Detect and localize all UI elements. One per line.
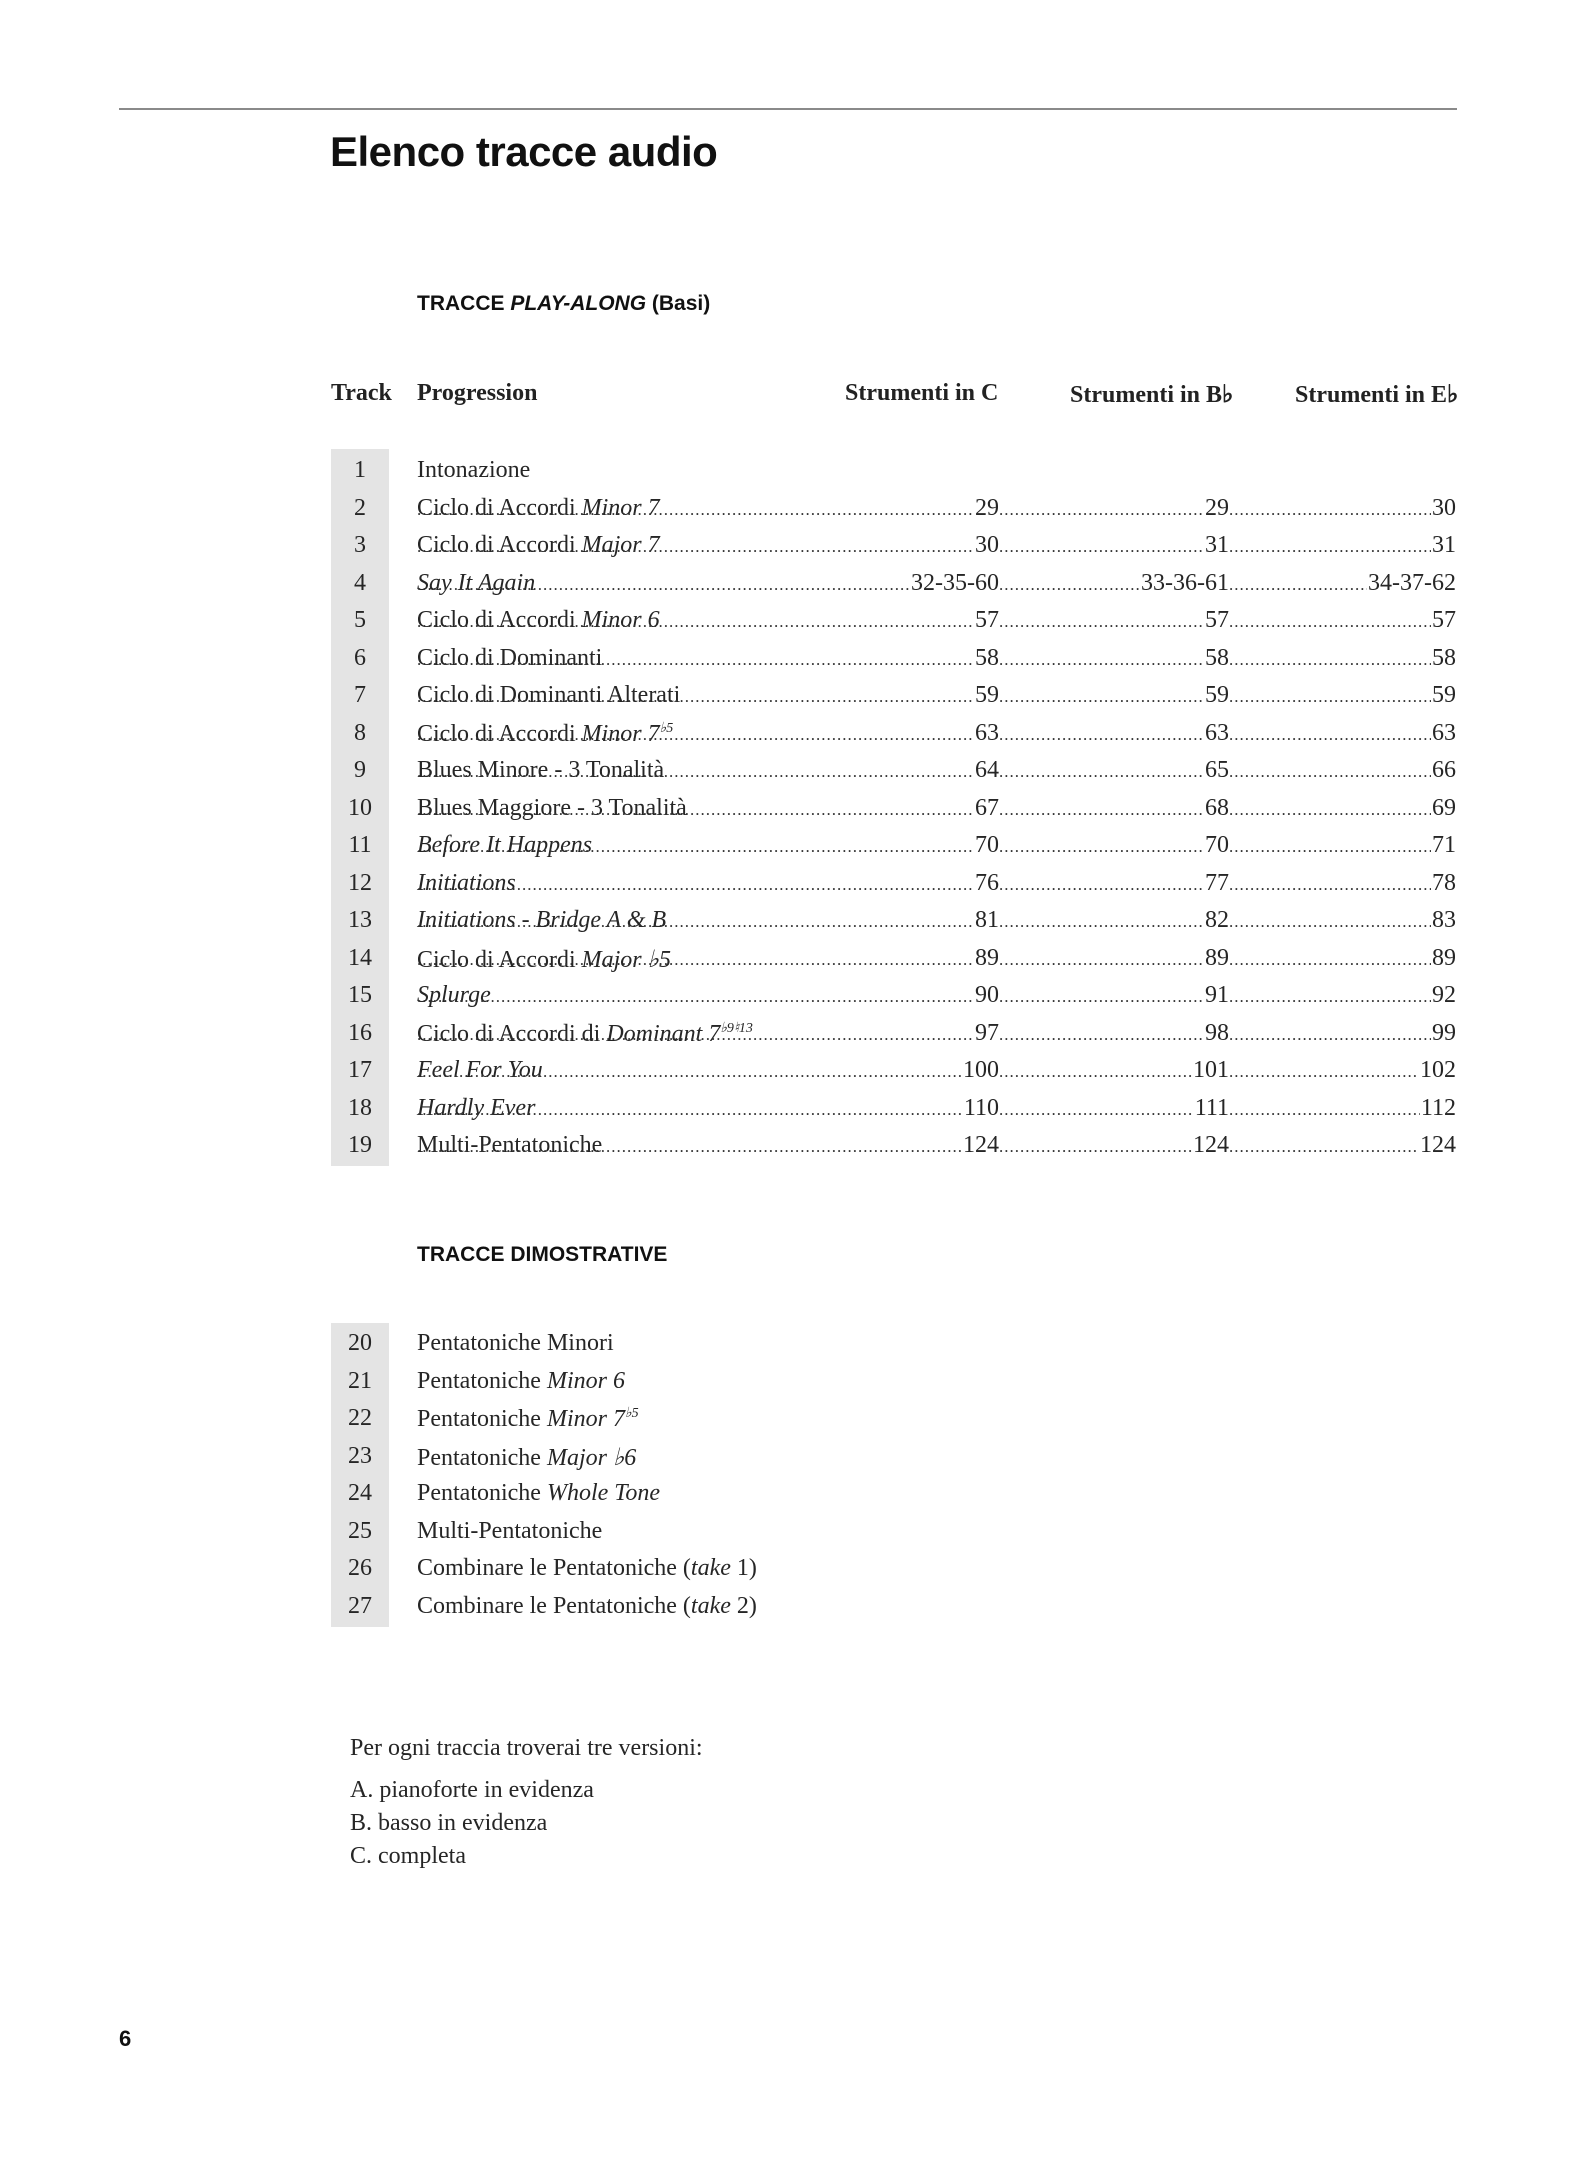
dot-leader <box>999 575 1140 595</box>
page-value: 58 <box>975 644 999 671</box>
playalong-heading-post: (Basi) <box>646 292 711 315</box>
track-title <box>417 1405 639 1433</box>
page-value: 69 <box>1432 794 1456 821</box>
column-header-track: Track <box>331 380 392 406</box>
page-ref-eb <box>1229 870 1456 900</box>
track-title-text: Ciclo di Accordi di <box>417 1020 607 1047</box>
track-title-superscript: ♭5 <box>624 1406 639 1421</box>
dot-leader <box>1229 687 1431 707</box>
dot-leader <box>999 500 1204 520</box>
track-row <box>0 978 1593 1015</box>
track-title <box>417 1480 660 1507</box>
page-ref-eb <box>1229 1132 1456 1162</box>
page-value: 124 <box>1193 1132 1229 1158</box>
dot-leader <box>999 987 1204 1007</box>
page-value: 81 <box>975 907 999 933</box>
page-ref-c <box>417 495 999 525</box>
page-ref-eb <box>1229 682 1456 712</box>
page-ref-eb <box>1229 645 1456 675</box>
page-ref-bb <box>999 570 1229 600</box>
page-value: 76 <box>975 869 999 896</box>
page-ref-bb <box>999 907 1229 937</box>
track-row <box>0 828 1593 865</box>
page-value: 34-37-62 <box>1368 569 1456 596</box>
dot-leader <box>1229 537 1431 557</box>
demo-heading: TRACCE DIMOSTRATIVE <box>417 1243 668 1266</box>
demo-track-row <box>0 1326 1593 1363</box>
track-row <box>0 641 1593 678</box>
page-ref-c <box>417 870 999 900</box>
page-value: 82 <box>1205 907 1229 933</box>
demo-track-row <box>0 1476 1593 1513</box>
page-ref-eb <box>1229 907 1456 937</box>
track-title-text: Pentatoniche <box>417 1480 547 1506</box>
track-row <box>0 1016 1593 1053</box>
track-title <box>417 1518 602 1545</box>
dot-leader <box>1229 912 1431 932</box>
page-value: 83 <box>1432 907 1456 933</box>
track-number: 25 <box>348 1517 372 1544</box>
track-title-text: Ciclo di Accordi <box>417 532 582 558</box>
page-ref-c <box>417 982 999 1012</box>
track-title-superscript: ♭9♮13 <box>720 1020 753 1036</box>
demo-track-row <box>0 1589 1593 1626</box>
page-ref-c <box>417 645 999 675</box>
page-ref-eb <box>1229 1095 1456 1125</box>
page-value: 58 <box>1432 644 1456 671</box>
track-number: 20 <box>348 1330 372 1356</box>
dot-leader <box>417 1100 963 1120</box>
page-ref-bb <box>999 645 1229 675</box>
dot-leader <box>999 1100 1194 1120</box>
page-number: 6 <box>119 2026 132 2051</box>
page-value: 77 <box>1205 869 1229 896</box>
dot-leader <box>417 687 974 707</box>
track-row <box>0 903 1593 940</box>
track-title <box>417 457 530 484</box>
track-title-superscript: ♭5 <box>659 720 674 736</box>
track-title-text: Multi-Pentatoniche <box>417 1517 603 1544</box>
page-ref-c <box>417 1095 999 1125</box>
page-ref-eb <box>1229 945 1456 975</box>
column-header-bb: Strumenti in B♭ <box>1070 382 1234 408</box>
track-title-text: Intonazione <box>417 457 531 483</box>
track-row <box>0 753 1593 790</box>
track-title-text: Ciclo di Accordi <box>417 494 582 521</box>
page-value: 90 <box>975 982 999 1008</box>
page-value: 91 <box>1205 982 1229 1008</box>
dot-leader <box>417 1062 962 1082</box>
track-number: 2 <box>354 494 366 521</box>
dot-leader <box>417 1137 962 1157</box>
track-number: 1 <box>354 457 366 483</box>
page-value: 30 <box>975 532 999 558</box>
page-ref-bb <box>999 1095 1229 1125</box>
page-value: 92 <box>1432 982 1456 1008</box>
track-row <box>0 1053 1593 1090</box>
dot-leader <box>999 725 1204 745</box>
track-title-italic: Major 7 <box>581 532 660 558</box>
track-title-text: Ciclo di Dominanti Alterati <box>417 682 681 708</box>
playalong-heading-em: PLAY-ALONG <box>510 292 647 315</box>
page-ref-bb <box>999 870 1229 900</box>
page-value: 71 <box>1432 832 1456 858</box>
page-value: 58 <box>1205 644 1229 671</box>
track-number: 21 <box>348 1367 372 1394</box>
versions-intro: Per ogni traccia troverai tre versioni: <box>350 1735 703 1761</box>
version-item: C. completa <box>350 1843 466 1869</box>
page-value: 124 <box>963 1132 999 1158</box>
dot-leader <box>417 987 974 1007</box>
track-row <box>0 528 1593 565</box>
track-number: 4 <box>354 569 366 596</box>
track-title-text: Combinare le Pentatoniche ( <box>417 1555 691 1581</box>
page-ref-c <box>417 945 999 975</box>
page-ref-bb <box>999 532 1229 562</box>
page-value: 78 <box>1432 869 1456 896</box>
version-item: A. pianoforte in evidenza <box>350 1777 594 1803</box>
track-row <box>0 1128 1593 1165</box>
dot-leader <box>999 612 1204 632</box>
track-title-text: Ciclo di Dominanti <box>417 644 603 671</box>
track-number: 24 <box>348 1480 372 1506</box>
page-value: 110 <box>963 1094 999 1121</box>
dot-leader <box>1229 875 1431 895</box>
page-value: 33-36-61 <box>1141 569 1229 596</box>
track-title <box>417 1330 614 1357</box>
page-value: 111 <box>1194 1094 1229 1121</box>
page-ref-bb <box>999 795 1229 825</box>
track-row <box>0 1091 1593 1128</box>
track-row <box>0 716 1593 753</box>
page-ref-c <box>417 757 999 787</box>
dot-leader <box>417 950 974 970</box>
page-value: 63 <box>1205 719 1229 746</box>
track-number: 23 <box>348 1442 372 1469</box>
track-title-text: Pentatoniche Minori <box>417 1330 614 1356</box>
playalong-heading-pre: TRACCE <box>417 292 511 315</box>
dot-leader <box>1229 500 1431 520</box>
track-number: 22 <box>348 1405 372 1431</box>
track-number: 8 <box>354 719 366 746</box>
track-title-italic: Feel For You <box>417 1057 543 1083</box>
header-rule <box>119 108 1457 110</box>
track-title-italic: Say It Again <box>417 569 536 596</box>
track-title-italic: Initiations <box>417 869 516 896</box>
track-title-italic: take <box>690 1592 731 1619</box>
page-ref-c <box>417 570 999 600</box>
track-title-italic: Minor 6 <box>546 1367 625 1394</box>
track-number: 17 <box>348 1057 372 1083</box>
page-value: 29 <box>1205 494 1229 521</box>
dot-leader <box>1229 575 1367 595</box>
dot-leader <box>417 575 910 595</box>
dot-leader <box>417 1025 974 1045</box>
page-value: 31 <box>1432 532 1456 558</box>
page-ref-bb <box>999 1132 1229 1162</box>
dot-leader <box>1229 950 1431 970</box>
track-title-italic: Minor 6 <box>581 607 660 633</box>
track-title-italic: Before It Happens <box>417 832 593 858</box>
dot-leader <box>1229 725 1431 745</box>
page-ref-eb <box>1229 832 1456 862</box>
page-value: 65 <box>1205 757 1229 783</box>
page-ref-eb <box>1229 795 1456 825</box>
dot-leader <box>1229 1137 1419 1157</box>
demo-track-row <box>0 1364 1593 1401</box>
page-ref-c <box>417 907 999 937</box>
page-value: 124 <box>1420 1132 1456 1158</box>
track-title-italic: Hardly Ever <box>417 1094 536 1121</box>
track-number: 6 <box>354 644 366 671</box>
page-value: 59 <box>1432 682 1456 708</box>
dot-leader <box>1229 1100 1420 1120</box>
page-value: 97 <box>975 1019 999 1046</box>
track-title-text: 2) <box>730 1592 757 1619</box>
page-value: 57 <box>1205 607 1229 633</box>
page-value: 59 <box>975 682 999 708</box>
versions-note <box>350 1735 703 1876</box>
page-ref-c <box>417 832 999 862</box>
dot-leader <box>999 537 1204 557</box>
page-ref-bb <box>999 682 1229 712</box>
page-ref-bb <box>999 1020 1229 1050</box>
track-title-text: Combinare le Pentatoniche ( <box>417 1592 691 1619</box>
track-title <box>417 1593 757 1620</box>
page-title: Elenco tracce audio <box>330 128 718 175</box>
track-number: 16 <box>348 1019 372 1046</box>
page-value: 64 <box>975 757 999 783</box>
page-ref-c <box>417 795 999 825</box>
dot-leader <box>417 875 974 895</box>
page-ref-bb <box>999 720 1229 750</box>
track-title-text: Pentatoniche <box>417 1406 547 1432</box>
track-number: 27 <box>348 1592 372 1619</box>
track-title <box>417 1555 757 1582</box>
track-title-text: Blues Minore - 3 Tonalità <box>417 757 665 783</box>
page-ref-eb <box>1229 607 1456 637</box>
dot-leader <box>999 837 1204 857</box>
track-title-text: Pentatoniche <box>417 1367 547 1394</box>
track-number: 26 <box>348 1555 372 1581</box>
page-ref-bb <box>999 945 1229 975</box>
page-value: 99 <box>1432 1019 1456 1046</box>
track-number: 5 <box>354 607 366 633</box>
dot-leader <box>999 1025 1204 1045</box>
page-value: 57 <box>1432 607 1456 633</box>
dot-leader <box>1229 1062 1419 1082</box>
track-title-text: Ciclo di Accordi <box>417 720 582 747</box>
page-ref-eb <box>1229 1020 1456 1050</box>
dot-leader <box>417 650 974 670</box>
demo-track-row <box>0 1439 1593 1476</box>
track-row <box>0 941 1593 978</box>
dot-leader <box>417 537 974 557</box>
track-title-italic: Minor 7 <box>581 720 660 747</box>
dot-leader <box>1229 650 1431 670</box>
page-ref-c <box>417 532 999 562</box>
page-value: 67 <box>975 794 999 821</box>
page-ref-eb <box>1229 570 1456 600</box>
track-row <box>0 791 1593 828</box>
track-number: 9 <box>354 757 366 783</box>
dot-leader <box>999 687 1204 707</box>
demo-track-row <box>0 1514 1593 1551</box>
dot-leader <box>999 912 1204 932</box>
track-number: 18 <box>348 1094 372 1121</box>
dot-leader <box>417 912 974 932</box>
page-value: 30 <box>1432 494 1456 521</box>
page-value: 112 <box>1420 1094 1456 1121</box>
track-number: 19 <box>348 1132 372 1158</box>
track-number: 11 <box>348 832 372 858</box>
page-value: 32-35-60 <box>911 569 999 596</box>
track-title-italic: Splurge <box>417 982 491 1008</box>
track-title-italic: Minor 7 <box>581 494 660 521</box>
page-value: 89 <box>1432 944 1456 971</box>
track-number: 10 <box>348 794 372 821</box>
track-title-text: 1) <box>730 1555 757 1581</box>
track-title <box>417 1368 625 1395</box>
page-value: 100 <box>963 1057 999 1083</box>
track-number: 7 <box>354 682 366 708</box>
track-title-italic: take <box>690 1555 731 1581</box>
playalong-heading <box>417 292 710 316</box>
dot-leader <box>417 725 974 745</box>
dot-leader <box>999 950 1204 970</box>
page-ref-eb <box>1229 532 1456 562</box>
page-ref-bb <box>999 832 1229 862</box>
track-title-italic: Whole Tone <box>546 1480 661 1506</box>
version-item: B. basso in evidenza <box>350 1810 548 1836</box>
demo-track-row <box>0 1551 1593 1588</box>
page-ref-eb <box>1229 1057 1456 1087</box>
page-value: 70 <box>1205 832 1229 858</box>
track-number: 15 <box>348 982 372 1008</box>
dot-leader <box>1229 800 1431 820</box>
page-ref-c <box>417 1057 999 1087</box>
page-ref-c <box>417 1020 999 1050</box>
dot-leader <box>999 1137 1192 1157</box>
dot-leader <box>417 837 974 857</box>
track-number: 13 <box>348 907 372 933</box>
column-header-c: Strumenti in C <box>845 380 999 406</box>
track-title-italic: Initiations - Bridge A & B <box>417 907 667 933</box>
page-value: 63 <box>1432 719 1456 746</box>
column-header-eb: Strumenti in E♭ <box>1295 382 1459 408</box>
page-ref-c <box>417 682 999 712</box>
page-ref-eb <box>1229 757 1456 787</box>
page-ref-bb <box>999 1057 1229 1087</box>
track-title-text: Multi-Pentatoniche <box>417 1132 603 1158</box>
page-value: 63 <box>975 719 999 746</box>
page-value: 57 <box>975 607 999 633</box>
track-row <box>0 453 1593 490</box>
track-title-italic: Minor 7 <box>546 1406 625 1432</box>
track-title-italic: Major ♭5 <box>581 946 671 973</box>
dot-leader <box>417 762 974 782</box>
column-header-progression: Progression <box>417 380 538 406</box>
track-title-text: Pentatoniche <box>417 1444 547 1471</box>
dot-leader <box>1229 987 1431 1007</box>
dot-leader <box>417 612 974 632</box>
track-row <box>0 678 1593 715</box>
track-row <box>0 866 1593 903</box>
track-number: 14 <box>348 944 372 971</box>
track-number: 3 <box>354 532 366 558</box>
track-title <box>417 1443 636 1472</box>
track-title-text: Ciclo di Accordi <box>417 607 582 633</box>
track-title-italic: Major ♭6 <box>546 1444 637 1471</box>
dot-leader <box>999 1062 1192 1082</box>
dot-leader <box>999 875 1204 895</box>
page-ref-bb <box>999 982 1229 1012</box>
page-value: 59 <box>1205 682 1229 708</box>
dot-leader <box>999 650 1204 670</box>
page-ref-c <box>417 720 999 750</box>
page-value: 102 <box>1420 1057 1456 1083</box>
page-value: 101 <box>1193 1057 1229 1083</box>
page-value: 89 <box>975 944 999 971</box>
page-value: 89 <box>1205 944 1229 971</box>
dot-leader <box>999 762 1204 782</box>
page-ref-bb <box>999 757 1229 787</box>
page-ref-c <box>417 1132 999 1162</box>
track-row <box>0 491 1593 528</box>
track-number: 12 <box>348 869 372 896</box>
track-row <box>0 603 1593 640</box>
dot-leader <box>1229 1025 1431 1045</box>
dot-leader <box>1229 837 1431 857</box>
dot-leader <box>417 800 974 820</box>
demo-track-row <box>0 1401 1593 1438</box>
page-ref-c <box>417 607 999 637</box>
page-ref-eb <box>1229 495 1456 525</box>
track-title-text: Blues Maggiore - 3 Tonalità <box>417 794 687 821</box>
page-ref-eb <box>1229 720 1456 750</box>
page-value: 66 <box>1432 757 1456 783</box>
page-value: 68 <box>1205 794 1229 821</box>
track-title-italic: Dominant 7 <box>606 1020 721 1047</box>
page-value: 98 <box>1205 1019 1229 1046</box>
page-value: 29 <box>975 494 999 521</box>
page-value: 70 <box>975 832 999 858</box>
dot-leader <box>999 800 1204 820</box>
page-ref-bb <box>999 495 1229 525</box>
dot-leader <box>417 500 974 520</box>
dot-leader <box>1229 762 1431 782</box>
dot-leader <box>1229 612 1431 632</box>
page-ref-bb <box>999 607 1229 637</box>
track-row <box>0 566 1593 603</box>
track-title-text: Ciclo di Accordi <box>417 946 582 973</box>
page-value: 31 <box>1205 532 1229 558</box>
page-ref-eb <box>1229 982 1456 1012</box>
